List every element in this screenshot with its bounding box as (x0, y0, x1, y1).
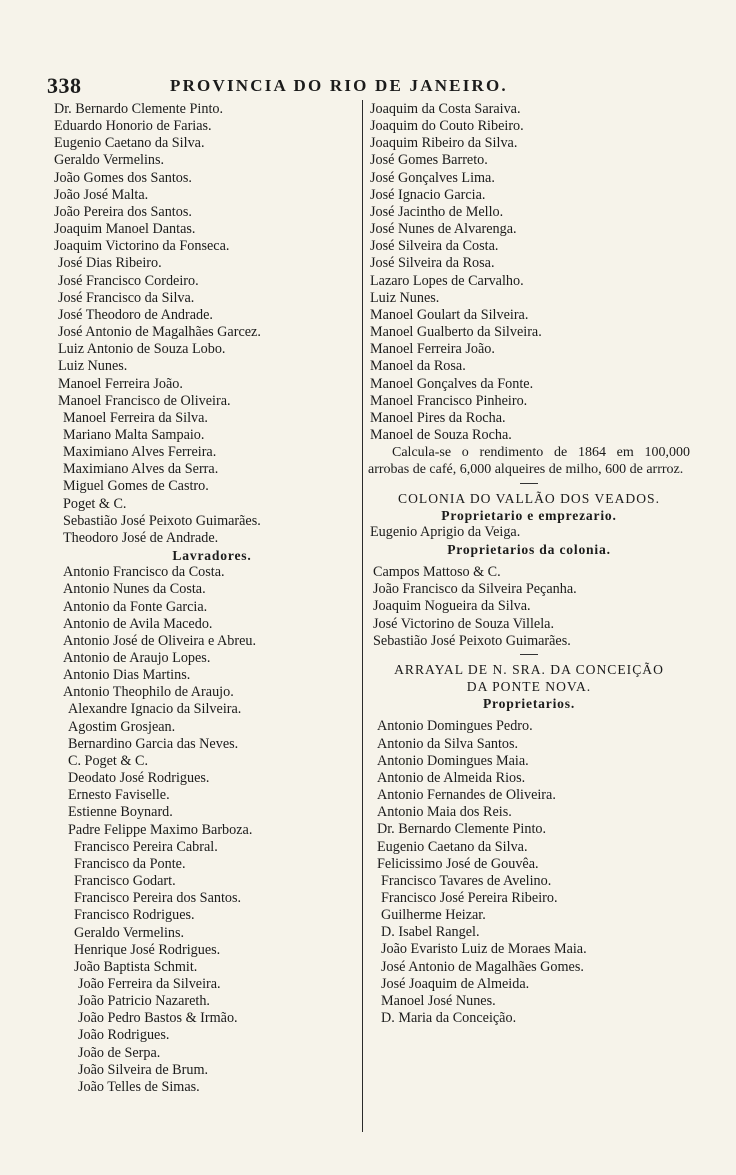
list-item: Miguel Gomes de Castro. (63, 478, 209, 495)
list-item: Manoel Francisco Pinheiro. (370, 392, 528, 409)
running-title: PROVINCIA DO RIO DE JANEIRO. (170, 76, 508, 95)
list-item: José Antonio de Magalhães Garcez. (58, 324, 261, 341)
list-item: José Ignacio Garcia. (370, 186, 486, 203)
list-item: Lazaro Lopes de Carvalho. (370, 272, 524, 289)
list-item: Mariano Malta Sampaio. (63, 426, 205, 443)
list-item: José Gonçalves Lima. (370, 169, 495, 186)
list-item: José Silveira da Rosa. (370, 255, 495, 272)
list-item: Antonio Domingues Maia. (377, 752, 529, 769)
proprietarios-list (368, 718, 690, 1027)
list-item: José Victorino de Souza Villela. (373, 615, 554, 632)
list-item: João de Serpa. (78, 1044, 161, 1061)
list-item: Luiz Nunes. (58, 358, 128, 375)
list-item: João Ferreira da Silveira. (78, 975, 221, 992)
list-item: Eduardo Honorio de Farias. (54, 118, 212, 135)
list-item: Manoel Ferreira da Silva. (63, 409, 208, 426)
list-item: Francisco Tavares de Avelino. (381, 872, 552, 889)
list-item: Francisco da Ponte. (74, 855, 186, 872)
list-item: Padre Felippe Maximo Barboza. (68, 821, 253, 838)
list-item: Antonio da Fonte Garcia. (63, 598, 208, 615)
list-item: Manoel Gonçalves da Fonte. (370, 375, 534, 392)
arrayal-title-line1: ARRAYAL DE N. SRA. DA CONCEIÇÃO (394, 661, 664, 677)
list-item: Estienne Boynard. (68, 804, 173, 821)
list-item: Poget & C. (63, 495, 127, 512)
list-item: Antonio Theophilo de Araujo. (63, 684, 234, 701)
arrayal-title-line2: DA PONTE NOVA. (466, 679, 592, 695)
list-item: Manoel Ferreira João. (58, 375, 183, 392)
list-item: Francisco José Pereira Ribeiro. (381, 889, 558, 906)
list-item: Sebastião José Peixoto Guimarães. (63, 512, 261, 529)
list-item: Manoel Ferreira João. (370, 341, 495, 358)
list-item: João Baptista Schmit. (74, 958, 198, 975)
list-item: Joaquim Ribeiro da Silva. (370, 135, 518, 152)
list-item: Antonio de Almeida Rios. (377, 769, 526, 786)
proprietario-name: Eugenio Aprigio da Veiga. (370, 523, 521, 540)
list-item: Manoel Gualberto da Silveira. (370, 324, 542, 341)
list-item: João Gomes dos Santos. (54, 169, 192, 186)
list-item: João Pedro Bastos & Irmão. (78, 1010, 238, 1027)
list-item: João Silveira de Brum. (78, 1061, 209, 1078)
list-item: Eugenio Caetano da Silva. (54, 135, 205, 152)
list-item: Henrique José Rodrigues. (74, 941, 221, 958)
list-item: Manoel Francisco de Oliveira. (58, 392, 231, 409)
list-item: Francisco Godart. (74, 873, 176, 890)
list-item: Bernardino Garcia das Neves. (68, 735, 239, 752)
list-item: Joaquim Manoel Dantas. (54, 221, 196, 238)
page-number: 338 (47, 73, 82, 98)
list-item: Joaquim da Costa Saraiva. (370, 101, 521, 117)
list-item: Geraldo Vermelins. (54, 152, 165, 169)
list-item: Manoel Pires da Rocha. (370, 409, 506, 426)
list-item: Felicissimo José de Gouvêa. (377, 855, 539, 872)
list-item: Antonio José de Oliveira e Abreu. (63, 632, 257, 649)
list-item: Manoel de Souza Rocha. (370, 426, 512, 443)
list-item: Joaquim do Couto Ribeiro. (370, 118, 524, 135)
right-column (368, 101, 690, 1027)
list-item: João Francisco da Silveira Peçanha. (373, 581, 577, 598)
list-item: Antonio Domingues Pedro. (377, 718, 533, 735)
list-item: Manoel José Nunes. (381, 992, 496, 1009)
list-item: Geraldo Vermelins. (74, 924, 185, 941)
section-divider (520, 654, 538, 655)
list-item: José Silveira da Costa. (370, 238, 499, 255)
list-item: Francisco Pereira Cabral. (74, 838, 218, 855)
list-item: Joaquim Nogueira da Silva. (373, 598, 531, 615)
list-item: José Jacintho de Mello. (370, 203, 504, 220)
section-divider (520, 483, 538, 484)
list-item: Dr. Bernardo Clemente Pinto. (377, 821, 547, 838)
lavradores-list (52, 564, 358, 1096)
lavradores-heading: Lavradores. (172, 548, 252, 564)
list-item: José Dias Ribeiro. (58, 255, 162, 272)
list-item: Sebastião José Peixoto Guimarães. (373, 632, 571, 649)
list-item: Antonio Maia dos Reis. (377, 804, 512, 821)
list-item: Luiz Antonio de Souza Lobo. (58, 341, 226, 358)
list-item: Manoel Goulart da Silveira. (370, 306, 529, 323)
list-item: João José Malta. (54, 186, 149, 203)
list-item: Dr. Bernardo Clemente Pinto. (54, 101, 224, 117)
list-item: Antonio de Avila Macedo. (63, 615, 213, 632)
list-item: José Antonio de Magalhães Gomes. (381, 958, 584, 975)
list-item: José Francisco da Silva. (58, 289, 195, 306)
list-item: Maximiano Alves da Serra. (63, 461, 219, 478)
list-item: Campos Mattoso & C. (373, 564, 501, 581)
list-item: D. Isabel Rangel. (381, 924, 480, 941)
column-divider (362, 100, 363, 1132)
list-item: Francisco Rodrigues. (74, 907, 195, 924)
list-item: Agostim Grosjean. (68, 718, 176, 735)
list-item: Luiz Nunes. (370, 289, 440, 306)
list-item: João Evaristo Luiz de Moraes Maia. (381, 941, 587, 958)
list-item: Antonio Fernandes de Oliveira. (377, 787, 556, 804)
list-item: D. Maria da Conceição. (381, 1010, 517, 1027)
list-item: João Telles de Simas. (78, 1078, 200, 1095)
list-item: José Joaquim de Almeida. (381, 975, 530, 992)
list-item: Joaquim Victorino da Fonseca. (54, 238, 230, 255)
list-item: Antonio Francisco da Costa. (63, 564, 225, 581)
colonia-title: COLONIA DO VALLÃO DOS VEADOS. (398, 490, 660, 506)
left-names-list (52, 101, 358, 547)
list-item: Francisco Pereira dos Santos. (74, 890, 242, 907)
list-item: Antonio da Silva Santos. (377, 735, 519, 752)
list-item: Ernesto Faviselle. (68, 787, 170, 804)
list-item: Antonio de Araujo Lopes. (63, 650, 211, 666)
list-item: José Theodoro de Andrade. (58, 306, 213, 323)
list-item: Deodato José Rodrigues. (68, 770, 210, 787)
list-item: José Nunes de Alvarenga. (370, 221, 517, 238)
list-item: José Francisco Cordeiro. (58, 272, 199, 289)
list-item: Manoel da Rosa. (370, 358, 466, 375)
list-item: C. Poget & C. (68, 752, 149, 769)
list-item: João Pereira dos Santos. (54, 203, 192, 220)
list-item: Antonio Dias Martins. (63, 667, 191, 684)
list-item: João Rodrigues. (78, 1027, 170, 1044)
list-item: Eugenio Caetano da Silva. (377, 838, 528, 855)
list-item: José Gomes Barreto. (370, 152, 488, 169)
proprietarios-colonia-heading: Proprietarios da colonia. (447, 542, 611, 557)
left-column (52, 101, 358, 1096)
proprietarios-heading: Proprietarios. (482, 696, 576, 712)
proprietario-heading: Proprietario e emprezario. (441, 507, 617, 523)
list-item: Guilherme Heizar. (381, 907, 486, 924)
list-item: João Patricio Nazareth. (78, 993, 210, 1010)
proprietarios-colonia-list (368, 564, 690, 650)
list-item: Theodoro José de Andrade. (63, 529, 219, 546)
production-note: Calcula-se o rendimento de 1864 em 100,000 arrobas de café, 6,000 alqueires de milho, 600 de arrroz. (368, 445, 690, 478)
list-item: Antonio Nunes da Costa. (63, 581, 206, 598)
right-names-list (368, 101, 690, 444)
list-item: Alexandre Ignacio da Silveira. (68, 701, 242, 718)
list-item: Maximiano Alves Ferreira. (63, 444, 217, 461)
